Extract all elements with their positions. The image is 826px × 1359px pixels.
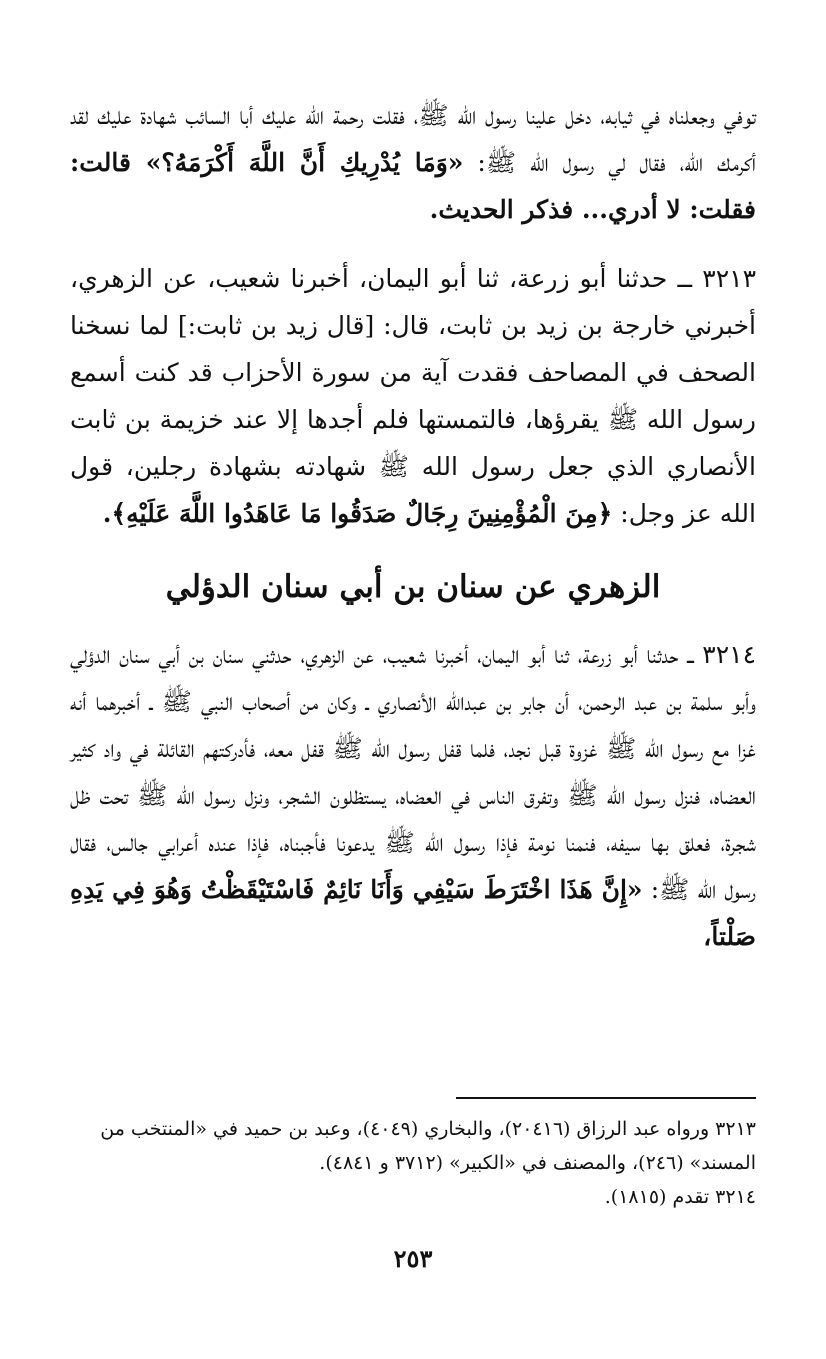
page-number: ٢٥٣ — [393, 1244, 433, 1273]
quran-verse: ﴿مِنَ الْمُؤْمِنِينَ رِجَالٌ صَدَقُوا مَا عَاهَدُوا اللَّهَ عَلَيْهِ﴾. — [102, 499, 613, 528]
hadith-3213 — [70, 255, 756, 537]
paragraph-text: ٣٢١٣ ــ حدثنا أبو زرعة، ثنا أبو اليمان، أخبرنا شعيب، عن الزهري، أخبرني خارجة بن زيد بن ثابت، قال: [قال زيد بن ثابت:] لما نسخنا الصحف في المصاحف فقدت آية من سورة الأحزاب قد كنت أسمع رسول الله ﷺ يقرؤها، فالتمستها فلم أجدها إلا عند خزيمة بن ثابت الأنصاري الذي جعل رسول الله ﷺ شهادته بشهادة رجلين، قول الله عز وجل: — [70, 264, 756, 528]
main-text — [70, 92, 756, 960]
footnote-divider — [456, 1097, 756, 1099]
quoted-hadith: «إِنَّ هَذَا اخْتَرَطَ سَيْفِي وَأَنَا نَائِمٌ فَاسْتَيْقَظْتُ وَهُوَ فِي يَدِهِ صَلْتاً، — [70, 875, 756, 951]
hadith-3214 — [70, 631, 756, 960]
footnotes — [70, 1112, 756, 1214]
paragraph-continuation — [70, 92, 756, 233]
paragraph-text: ٣٢١٤ ــ حدثنا أبو زرعة، ثنا أبو اليمان، أخبرنا شعيب، عن الزهري، حدثني سنان بن أبي سنان الدؤلي وأبو سلمة بن عبد الرحمن، أن جابر بن عبدالله الأنصاري ـ وكان من أصحاب النبي ﷺ ـ أخبرهما أنه غزا مع رسول الله ﷺ غزوة قبل نجد، فلما قفل رسول الله ﷺ قفل معه، فأدركتهم القائلة في واد كثير العضاه، فنزل رسول الله ﷺ وتفرق الناس في العضاه، يستظلون الشجر، ونزل رسول الله ﷺ تحت ظل شجرة، فعلق بها سيفه، فنمنا نومة فإذا رسول الله ﷺ يدعونا فأجبناه، فإذا عنده أعرابي جالس، فقال رسول الله ﷺ: — [70, 640, 756, 904]
quoted-hadith: «وَمَا يُدْرِيكِ أَنَّ اللَّهَ أَكْرَمَهُ؟» قالت: فقلت: لا أدري... فذكر الحديث. — [70, 148, 756, 224]
footnote-3213: ٣٢١٣ ورواه عبد الرزاق (٢٠٤١٦)، والبخاري (٤٠٤٩)، وعبد بن حميد في «المنتخب من المسند» (٢٤٦)، والمصنف في «الكبير» (٣٧١٢ و ٤٨٤١). — [100, 1118, 756, 1174]
paragraph-text: توفي وجعلناه في ثيابه، دخل علينا رسول الله ﷺ، فقلت رحمة الله عليك أبا السائب شهادة عليك لقد أكرمك الله، فقال لي رسول الله ﷺ: — [70, 101, 756, 177]
footnote-3214: ٣٢١٤ تقدم (١٨١٥). — [604, 1186, 756, 1208]
section-heading: الزهري عن سنان بن أبي سنان الدؤلي — [165, 569, 661, 605]
